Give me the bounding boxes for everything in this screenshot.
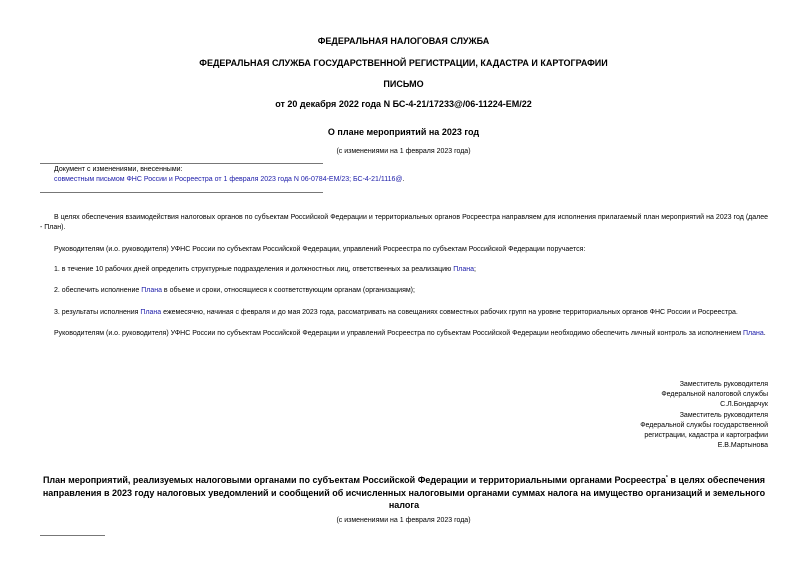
divider-top xyxy=(40,163,323,164)
amendments-link[interactable]: совместным письмом ФНС России и Росреестра от 1 февраля 2023 года N 06-0784-ЕМ/23; БС-4-21/1116@ xyxy=(54,176,403,183)
paragraph-2: Руководителям (и.о. руководителя) УФНС России по субъектам Российской Федерации, управлений Росреестра по субъектам Российской Федерации поручается: xyxy=(54,246,586,253)
agency-title-rosreestr: ФЕДЕРАЛЬНАЯ СЛУЖБА ГОСУДАРСТВЕННОЙ РЕГИСТРАЦИИ, КАДАСТРА И КАРТОГРАФИИ xyxy=(199,58,608,68)
paragraph-6 xyxy=(40,329,768,339)
divider-bottom xyxy=(40,192,323,193)
amendments-block xyxy=(54,165,404,185)
amendments-trail: . xyxy=(402,176,405,183)
paragraph-3-text-b: ; xyxy=(474,266,476,273)
paragraph-5 xyxy=(40,308,768,318)
signature-line: Заместитель руководителя xyxy=(679,381,768,388)
plan-link-1[interactable]: Плана xyxy=(453,266,474,273)
changes-note: (с изменениями на 1 февраля 2023 года) xyxy=(336,148,471,155)
signature-line: Федеральной службы государственной xyxy=(640,421,768,429)
plan-title-text-b: в целях обеспечения направления в 2023 году налоговых уведомлений и сообщений об исчисленных налоговыми органами суммах налога на имущество организаций и земельного налога xyxy=(42,475,766,510)
paragraph-3-text-a: 1. в течение 10 рабочих дней определить структурные подразделения и должностных лиц, ответственных за реализацию xyxy=(54,266,454,273)
plan-title-footnote-mark: * xyxy=(665,475,668,481)
document-date-number: от 20 декабря 2022 года N БС-4-21/17233@/06-11224-ЕМ/22 xyxy=(275,99,532,109)
plan-title-text-a: План мероприятий, реализуемых налоговыми органами по субъектам Российской Федерации и территориальными органами Росреестра xyxy=(42,475,666,485)
signature-line: Е.В.Мартынова xyxy=(717,442,768,450)
paragraph-5-text-b: ежемесячно, начиная с февраля и до мая 2023 года, рассматривать на совещаниях совместных рабочих групп на уровне территориальных органов ФНС России и Росреестра. xyxy=(161,309,738,316)
plan-link-4[interactable]: Плана xyxy=(743,330,764,337)
paragraph-5-text-a: 3. результаты исполнения xyxy=(54,309,141,316)
signature-line: регистрации, кадастра и картографии xyxy=(644,432,768,440)
plan-link-2[interactable]: Плана xyxy=(141,287,162,294)
footnote-divider xyxy=(40,535,105,536)
plan-title xyxy=(40,472,768,512)
signature-line: Федеральной налоговой службы xyxy=(661,391,768,399)
amendments-line xyxy=(54,175,404,185)
amendments-label: Документ с изменениями, внесенными: xyxy=(54,166,183,173)
paragraph-6-text-b: . xyxy=(763,330,766,337)
paragraph-4-text-a: 2. обеспечить исполнение xyxy=(54,287,142,294)
document-type: ПИСЬМО xyxy=(383,79,424,89)
paragraph-4 xyxy=(40,286,768,296)
paragraph-6-text-a: Руководителям (и.о. руководителя) УФНС России по субъектам Российской Федерации и управлений Росреестра по субъектам Российской Федерации необходимо обеспечить личный контроль за исполнением xyxy=(54,330,743,337)
paragraph-1: В целях обеспечения взаимодействия налоговых органов по субъектам Российской Федерации и территориальных органов Росреестра направляем для исполнения прилагаемый план мероприятий на 2023 год (далее - План). xyxy=(40,214,768,231)
signature-block xyxy=(640,380,768,451)
paragraph-3 xyxy=(40,265,768,275)
signature-line: Заместитель руководителя xyxy=(679,411,768,419)
agency-title-fns: ФЕДЕРАЛЬНАЯ НАЛОГОВАЯ СЛУЖБА xyxy=(317,36,490,46)
paragraph-4-text-b: в объеме и сроки, относящиеся к соответствующим органам (организациям); xyxy=(161,287,415,294)
document-subject: О плане мероприятий на 2023 год xyxy=(327,127,480,137)
plan-link-3[interactable]: Плана xyxy=(140,309,162,316)
plan-changes-note: (с изменениями на 1 февраля 2023 года) xyxy=(336,517,471,524)
signature-line: С.Л.Бондарчук xyxy=(720,401,768,409)
